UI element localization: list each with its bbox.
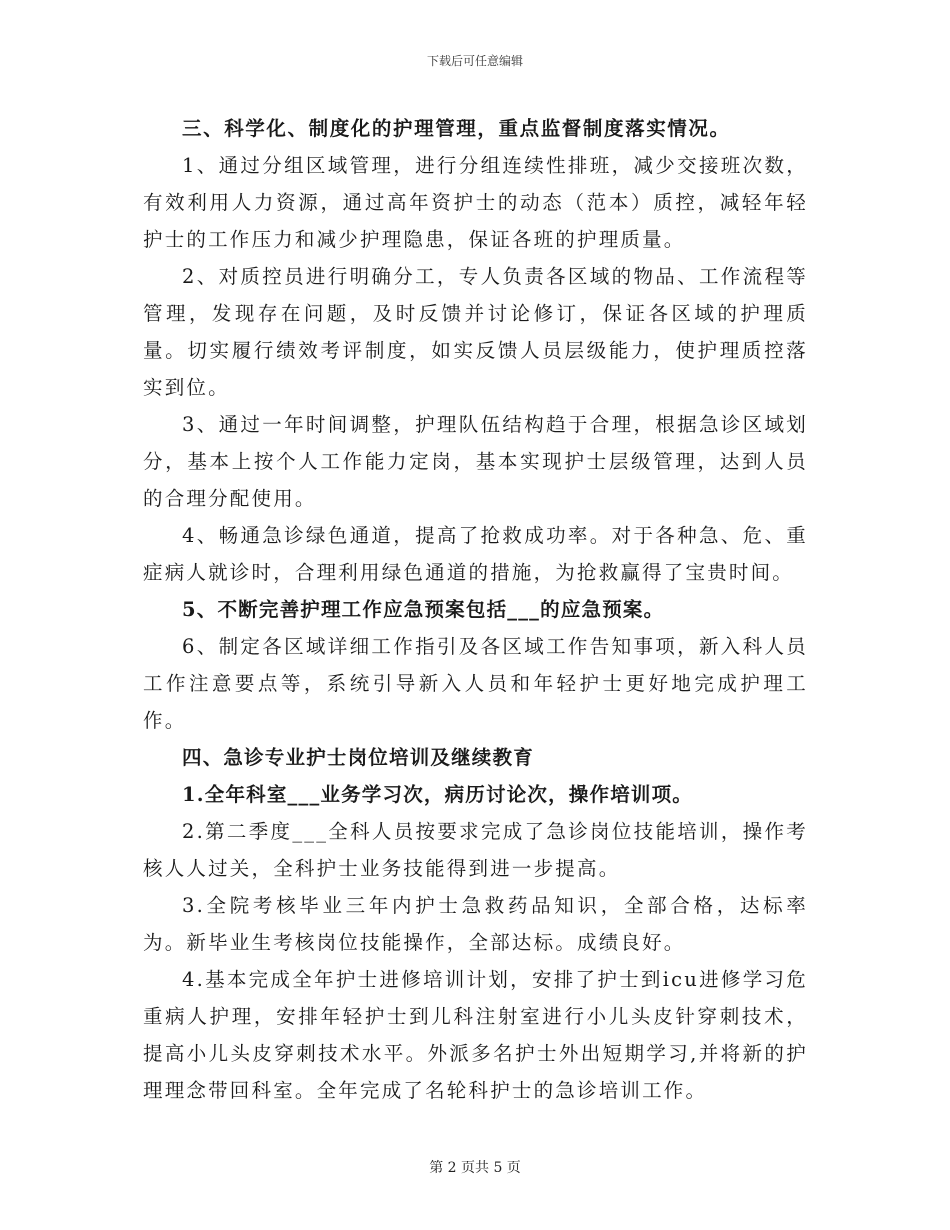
paragraph-item-1: 1、通过分组区域管理，进行分组连续性排班，减少交接班次数，有效利用人力资源，通过高年资护士的动态（范本）质控，减轻年轻护士的工作压力和减少护理隐患，保证各班的护理质量。 <box>143 154 808 251</box>
training-item-2: 2.第二季度___全科人员按要求完成了急诊岗位技能培训，操作考核人人过关，全科护士业务技能得到进一步提高。 <box>143 820 808 880</box>
paragraph-item-6: 6、制定各区域详细工作指引及各区域工作告知事项，新入科人员工作注意要点等，系统引导新入人员和年轻护士更好地完成护理工作。 <box>143 635 808 732</box>
page-number-footer: 第 2 页共 5 页 <box>429 1160 521 1176</box>
paragraph-item-4: 4、畅通急诊绿色通道，提高了抢救成功率。对于各种急、危、重症病人就诊时，合理利用绿色通道的措施，为抢救赢得了宝贵时间。 <box>143 524 808 584</box>
paragraph-item-2: 2、对质控员进行明确分工，专人负责各区域的物品、工作流程等管理，发现存在问题，及时反馈并讨论修订，保证各区域的护理质量。切实履行绩效考评制度，如实反馈人员层级能力，使护理质控落实到位。 <box>143 265 808 399</box>
paragraph-item-3: 3、通过一年时间调整，护理队伍结构趋于合理，根据急诊区域划分，基本上按个人工作能力定岗，基本实现护士层级管理，达到人员的合理分配使用。 <box>143 413 808 510</box>
section-heading-4: 四、急诊专业护士岗位培训及继续教育 <box>182 746 534 769</box>
paragraph-item-5: 5、不断完善护理工作应急预案包括___的应急预案。 <box>182 598 665 621</box>
section-heading-3: 三、科学化、制度化的护理管理，重点监督制度落实情况。 <box>182 117 731 140</box>
training-item-1: 1.全年科室___业务学习次，病历讨论次，操作培训项。 <box>182 783 694 806</box>
page-header: 下载后可任意编辑 <box>426 54 523 68</box>
document-body <box>143 110 808 1109</box>
training-item-3: 3.全院考核毕业三年内护士急救药品知识，全部合格，达标率为。新毕业生考核岗位技能操作，全部达标。成绩良好。 <box>143 894 808 954</box>
training-item-4: 4.基本完成全年护士进修培训计划，安排了护士到icu进修学习危重病人护理，安排年轻护士到儿科注射室进行小儿头皮针穿刺技术，提高小儿头皮穿刺技术水平。外派多名护士外出短期学习,并将新的护理理念带回科室。全年完成了名轮科护士的急诊培训工作。 <box>143 968 808 1102</box>
